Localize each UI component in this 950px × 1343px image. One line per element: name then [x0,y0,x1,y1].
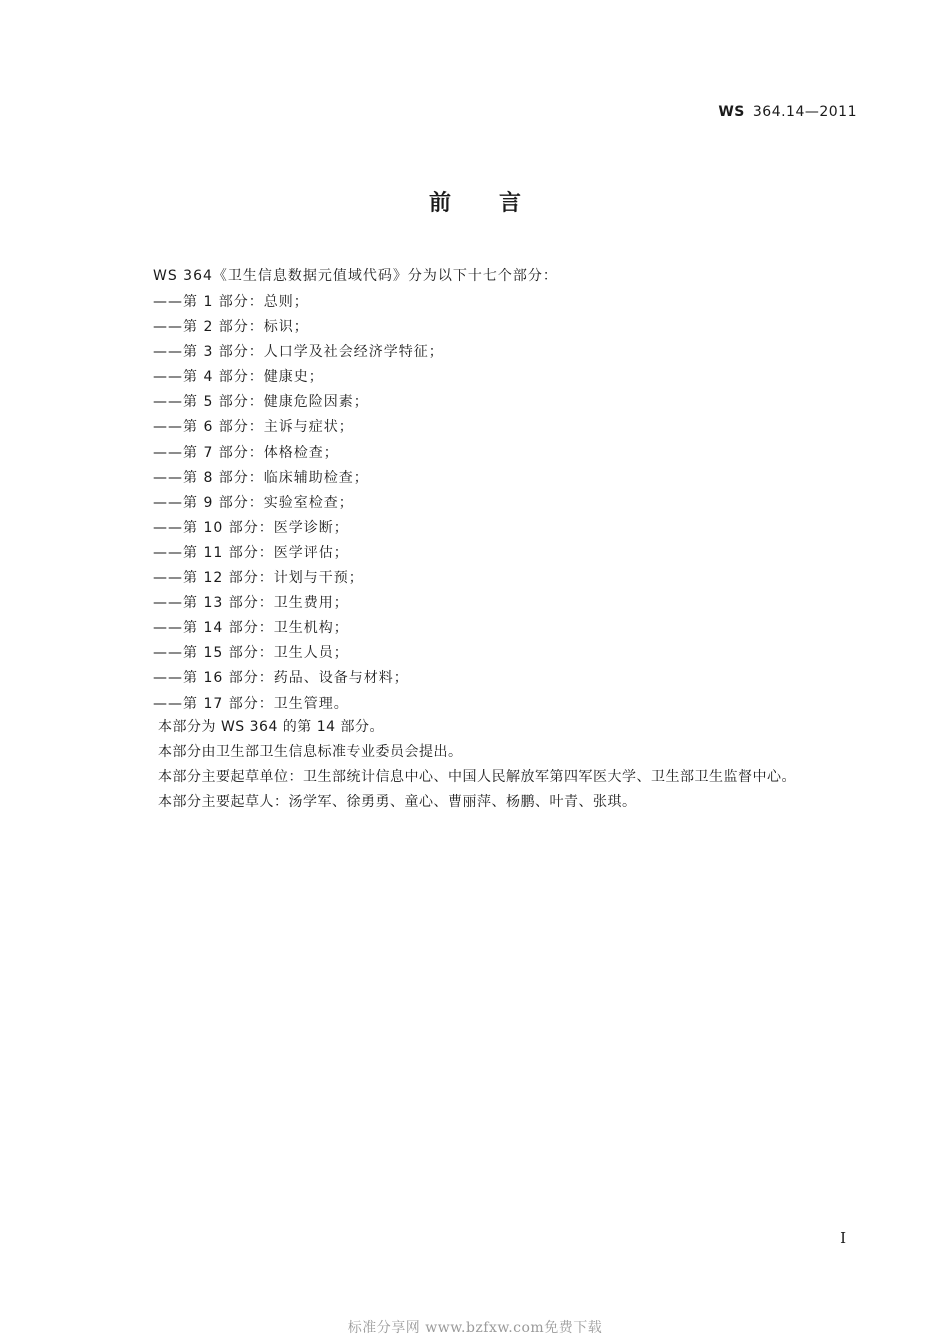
standard-prefix: WS [718,104,745,120]
part-item-10: ——第 10 部分：医学诊断； [153,519,349,536]
note-proposer: 本部分由卫生部卫生信息标准专业委员会提出。 [158,744,463,760]
note-drafters: 本部分主要起草人：汤学军、徐勇勇、童心、曹丽萍、杨鹏、叶青、张琪。 [158,794,637,810]
page-number: I [840,1229,846,1247]
standard-code [718,104,857,120]
part-item-11: ——第 11 部分：医学评估； [153,544,349,561]
part-item-3: ——第 3 部分：人口学及社会经济学特征； [153,344,444,361]
part-item-12: ——第 12 部分：计划与干预； [153,570,364,587]
part-item-15: ——第 15 部分：卫生人员； [153,645,349,662]
part-item-5: ——第 5 部分：健康危险因素； [153,394,369,411]
parts-list [153,290,444,717]
part-item-6: ——第 6 部分：主诉与症状； [153,419,354,436]
watermark-footer: 标准分享网 www.bzfxw.com免费下载 [347,1320,603,1336]
standard-number: 364.14—2011 [752,104,857,120]
note-part-number: 本部分为 WS 364 的第 14 部分。 [158,719,385,735]
part-item-13: ——第 13 部分：卫生费用； [153,595,349,612]
note-drafting-units: 本部分主要起草单位：卫生部统计信息中心、中国人民解放军第四军医大学、卫生部卫生监督中心。 [158,769,796,785]
page-title: 前言 [428,191,569,216]
part-item-9: ——第 9 部分：实验室检查； [153,494,354,511]
part-item-17: ——第 17 部分：卫生管理。 [153,695,349,712]
intro-paragraph: WS 364《卫生信息数据元值域代码》分为以下十七个部分： [153,268,558,284]
part-item-2: ——第 2 部分：标识； [153,319,309,336]
part-item-14: ——第 14 部分：卫生机构； [153,620,349,637]
part-item-16: ——第 16 部分：药品、设备与材料； [153,670,409,687]
part-item-1: ——第 1 部分：总则； [153,294,309,310]
part-item-4: ——第 4 部分：健康史； [153,369,324,386]
part-item-8: ——第 8 部分：临床辅助检查； [153,469,369,486]
notes-section [158,715,796,815]
part-item-7: ——第 7 部分：体格检查； [153,444,339,461]
